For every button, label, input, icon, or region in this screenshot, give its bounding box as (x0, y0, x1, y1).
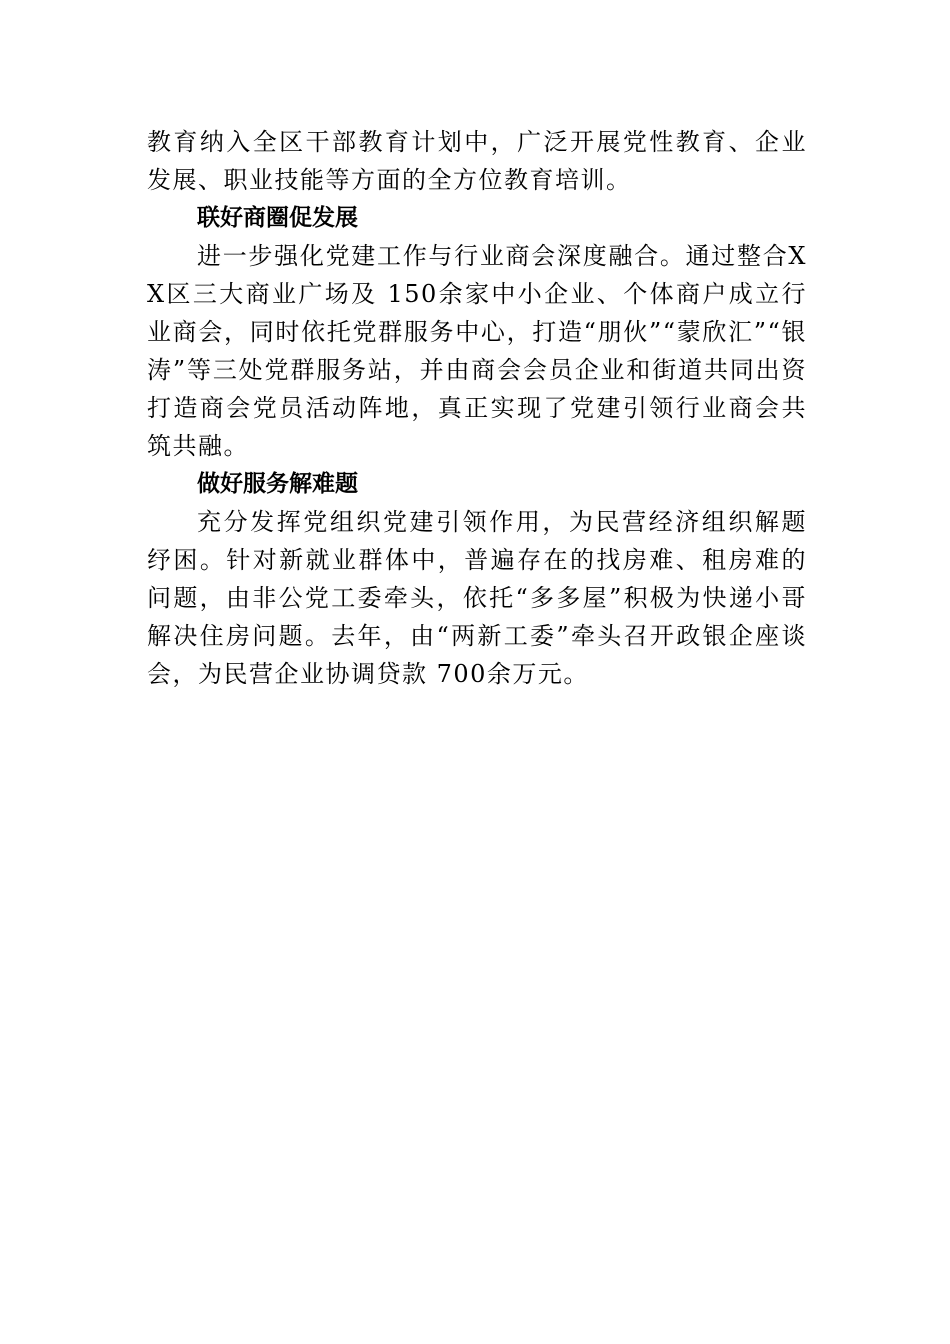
document-body (147, 123, 807, 693)
section-heading-business-circle: 联好商圈促发展 (197, 205, 358, 231)
paragraph-business-circle: 进一步强化党建工作与行业商会深度融合。通过整合XX区三大商业广场及 150余家中小企业、个体商户成立行业商会，同时依托党群服务中心，打造“朋伙”“蒙欣汇”“银涛”等三处党群服务站，并由商会会员企业和街道共同出资打造商会党员活动阵地，真正实现了党建引领行业商会共筑共融。 (147, 242, 807, 460)
paragraph-service: 充分发挥党组织党建引领作用，为民营经济组织解题纾困。针对新就业群体中，普遍存在的找房难、租房难的问题，由非公党工委牵头，依托“多多屋”积极为快递小哥解决住房问题。去年，由“两新工委”牵头召开政银企座谈会，为民营企业协调贷款 700余万元。 (147, 508, 807, 688)
section-heading-service: 做好服务解难题 (197, 471, 358, 497)
paragraph-education: 教育纳入全区干部教育计划中，广泛开展党性教育、企业发展、职业技能等方面的全方位教育培训。 (147, 128, 807, 194)
